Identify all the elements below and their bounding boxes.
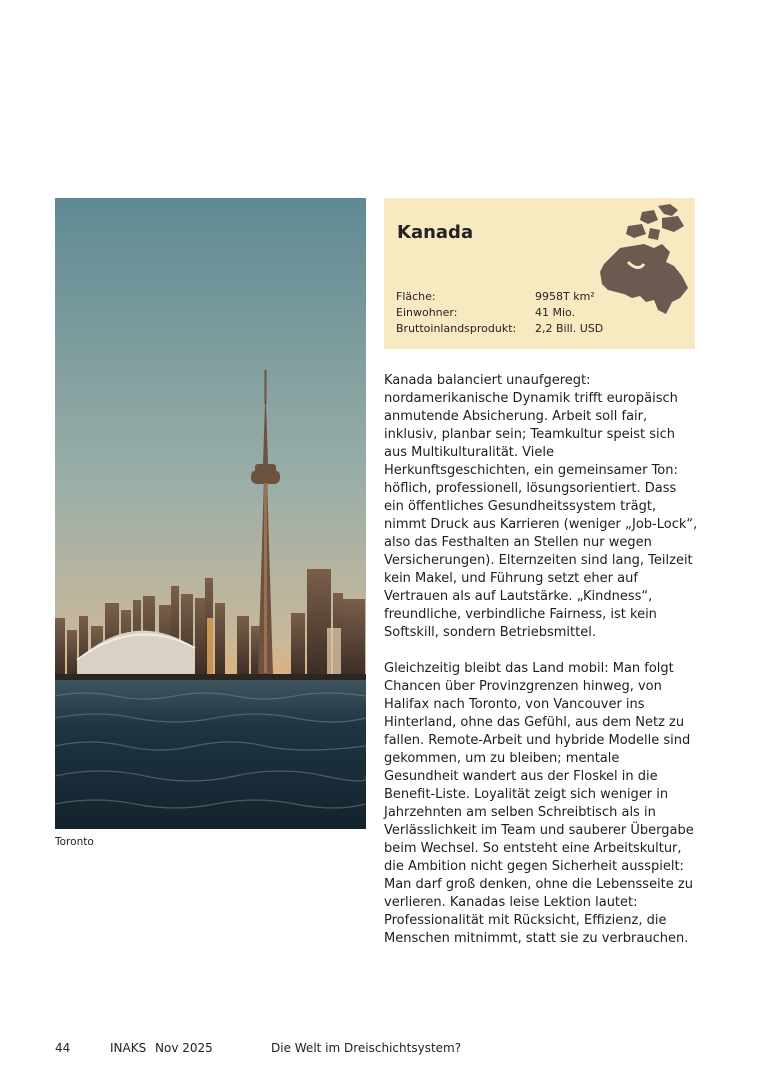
- toronto-skyline-photo: [55, 198, 366, 829]
- facts-list: [396, 289, 603, 337]
- body-paragraph: Gleichzeitig bleibt das Land mobil: Man folgt Chancen über Provinzgrenzen hinweg, von Halifax nach Toronto, von Vancouver ins Hinterland, ohne das Gefühl, aus dem Netz zu fallen. Remote-Arbeit und hybride Modelle sind gekommen, um zu bleiben; mentale Gesundheit wandert aus der Floskel in die Benefit-Liste. Loyalität zeigt sich weniger in Jahrzehnten am selben Schreibtisch als in Verlässlichkeit im Team und sauberer Übergabe beim Wechsel. So entsteht eine Arbeitskultur, die Ambition nicht gegen Sicherheit ausspielt: Man darf groß denken, ohne die Lebensseite zu verlieren. Kanadas leise Lektion lautet: Professionalität mit Rücksicht, Effizienz, die Menschen mitnimmt, statt sie zu verbrauchen.: [384, 661, 694, 946]
- page-number: 44: [55, 1041, 71, 1055]
- fact-label: Einwohner:: [396, 306, 458, 319]
- country-title: Kanada: [397, 222, 474, 243]
- body-paragraph: Kanada balanciert unaufgeregt: nordamerikanische Dynamik trifft europäisch anmutende Absicherung. Arbeit soll fair, inklusiv, planbar sein; Teamkultur speist sich aus Multikulturalität. Viele Herkunftsgeschichten, ein gemeinsamer Ton: höflich, professionell, lösungsorientiert. Dass ein öffentliches Gesundheitssystem trägt, nimmt Druck aus Karrieren (weniger „Job-Lock“, also das Festhalten an Stellen nur wegen Versicherungen). Elternzeiten sind lang, Teilzeit kein Makel, und Führung setzt eher auf Vertrauen als auf Lautstärke. „Kindness“, freundliche, verbindliche Fairness, ist kein Softskill, sondern Betriebsmittel.: [384, 373, 698, 640]
- canada-map-icon: [598, 202, 690, 320]
- fact-value: 2,2 Bill. USD: [535, 322, 604, 335]
- fact-value: 9958T km²: [535, 290, 595, 303]
- fact-gdp: [396, 321, 603, 337]
- fact-area: [396, 289, 603, 305]
- country-factbox: [384, 198, 695, 349]
- photo-caption: Toronto: [55, 836, 94, 848]
- article-body: [384, 372, 698, 948]
- series-title: Die Welt im Dreischichtsystem?: [271, 1041, 462, 1055]
- skyline-illustration: [55, 198, 366, 829]
- fact-label: Fläche:: [396, 290, 436, 303]
- issue-date: Nov 2025: [155, 1041, 213, 1055]
- fact-population: [396, 305, 603, 321]
- fact-label: Bruttoinlandsprodukt:: [396, 322, 517, 335]
- magazine-name: INAKS: [110, 1041, 147, 1055]
- fact-value: 41 Mio.: [535, 306, 576, 319]
